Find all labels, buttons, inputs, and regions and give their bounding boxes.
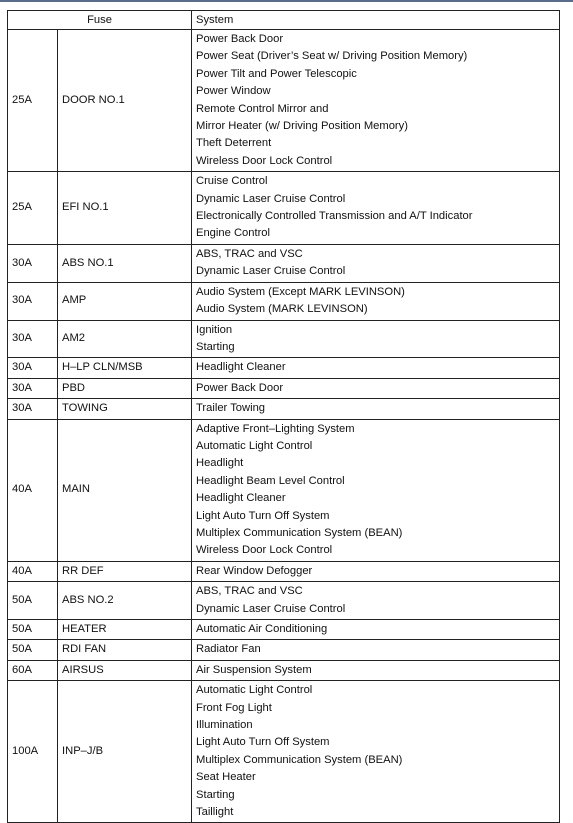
system-column-header: System [192, 11, 560, 30]
system-list [192, 419, 560, 561]
fuse-table [7, 10, 560, 823]
system-list [192, 244, 560, 282]
fuse-amperage: 30A [8, 244, 58, 282]
table-row [8, 282, 560, 320]
system-item: Starting [196, 788, 235, 801]
system-list [192, 282, 560, 320]
table-row [8, 30, 560, 172]
system-list [192, 640, 560, 660]
system-item: Power Tilt and Power Telescopic [196, 67, 357, 80]
fuse-name: HEATER [58, 620, 192, 640]
table-row [8, 620, 560, 640]
system-item: Adaptive Front–Lighting System [196, 422, 355, 435]
system-list [192, 561, 560, 581]
system-item: Radiator Fan [196, 643, 261, 656]
system-item: Power Back Door [196, 33, 284, 45]
system-item: Trailer Towing [196, 402, 266, 415]
fuse-table-body [8, 30, 560, 823]
fuse-name: RR DEF [58, 561, 192, 581]
fuse-amperage: 30A [8, 399, 58, 419]
fuse-name: DOOR NO.1 [58, 30, 192, 172]
fuse-amperage: 40A [8, 561, 58, 581]
system-list [192, 30, 560, 172]
system-list [192, 660, 560, 680]
system-item: Rear Window Defogger [196, 564, 313, 577]
table-row [8, 378, 560, 398]
system-item: Headlight Cleaner [196, 361, 286, 374]
system-item: Headlight Beam Level Control [196, 474, 345, 487]
system-item: Ignition [196, 323, 233, 336]
fuse-amperage: 30A [8, 320, 58, 358]
system-item: Headlight Cleaner [196, 492, 286, 505]
fuse-amperage: 40A [8, 419, 58, 561]
system-item: Remote Control Mirror and Mirror Heater (w/ Driving Position Memory) [196, 102, 408, 133]
system-item: Audio System (Except MARK LEVINSON) [196, 285, 405, 298]
system-item: Light Auto Turn Off System [196, 509, 330, 522]
system-list [192, 172, 560, 245]
fuse-amperage: 30A [8, 358, 58, 378]
system-item: Air Suspension System [196, 663, 312, 676]
fuse-amperage: 50A [8, 582, 58, 620]
system-item: Taillight [196, 806, 234, 819]
system-item: Headlight [196, 457, 244, 470]
fuse-column-header: Fuse [8, 11, 192, 30]
system-item: Starting [196, 340, 235, 353]
system-item: Wireless Door Lock Control [196, 544, 333, 557]
system-item: Automatic Light Control [196, 439, 313, 452]
table-row [8, 681, 560, 823]
fuse-name: H–LP CLN/MSB [58, 358, 192, 378]
table-header-row [8, 11, 560, 30]
fuse-name: AM2 [58, 320, 192, 358]
system-list [192, 358, 560, 378]
fuse-name: ABS NO.1 [58, 244, 192, 282]
table-row [8, 244, 560, 282]
fuse-amperage: 50A [8, 640, 58, 660]
system-item: Theft Deterrent [196, 137, 272, 150]
system-item: Power Window [196, 85, 271, 98]
fuse-amperage: 25A [8, 30, 58, 172]
system-list [192, 681, 560, 823]
table-row [8, 640, 560, 660]
system-item: ABS, TRAC and VSC [196, 247, 303, 260]
fuse-name: INP–J/B [58, 681, 192, 823]
fuse-name: AIRSUS [58, 660, 192, 680]
system-item: Multiplex Communication System (BEAN) [196, 526, 403, 539]
system-list [192, 399, 560, 419]
fuse-amperage: 50A [8, 620, 58, 640]
system-item: Dynamic Laser Cruise Control [196, 192, 346, 205]
system-item: Audio System (MARK LEVINSON) [196, 303, 368, 316]
table-row [8, 172, 560, 245]
fuse-name: EFI NO.1 [58, 172, 192, 245]
system-list [192, 320, 560, 358]
table-row [8, 660, 560, 680]
table-row [8, 582, 560, 620]
system-item: Cruise Control [196, 175, 268, 188]
system-item: Electronically Controlled Transmission and A/T Indicator [196, 210, 473, 223]
table-row [8, 358, 560, 378]
fuse-name: PBD [58, 378, 192, 398]
system-item: Automatic Light Control [196, 684, 313, 697]
system-item: Wireless Door Lock Control [196, 154, 333, 167]
fuse-amperage: 25A [8, 172, 58, 245]
fuse-name: RDI FAN [58, 640, 192, 660]
fuse-amperage: 100A [8, 681, 58, 823]
fuse-name: ABS NO.2 [58, 582, 192, 620]
fuse-amperage: 30A [8, 282, 58, 320]
fuse-name: TOWING [58, 399, 192, 419]
system-item: Power Seat (Driver’s Seat w/ Driving Position Memory) [196, 50, 468, 63]
system-list [192, 378, 560, 398]
system-item: Multiplex Communication System (BEAN) [196, 753, 403, 766]
system-list [192, 620, 560, 640]
system-item: Automatic Air Conditioning [196, 623, 328, 635]
system-item: Illumination [196, 719, 253, 732]
fuse-amperage: 60A [8, 660, 58, 680]
table-row [8, 561, 560, 581]
table-row [8, 320, 560, 358]
system-item: Dynamic Laser Cruise Control [196, 602, 346, 615]
table-row [8, 419, 560, 561]
system-item: Light Auto Turn Off System [196, 736, 330, 749]
fuse-name: AMP [58, 282, 192, 320]
table-row [8, 399, 560, 419]
system-item: Front Fog Light [196, 701, 272, 714]
system-item: Engine Control [196, 227, 271, 240]
fuse-amperage: 30A [8, 378, 58, 398]
system-list [192, 582, 560, 620]
system-item: Seat Heater [196, 771, 256, 784]
system-item: Dynamic Laser Cruise Control [196, 265, 346, 278]
system-item: ABS, TRAC and VSC [196, 585, 303, 598]
top-border-rule [0, 0, 573, 2]
fuse-name: MAIN [58, 419, 192, 561]
system-item: Power Back Door [196, 381, 284, 394]
